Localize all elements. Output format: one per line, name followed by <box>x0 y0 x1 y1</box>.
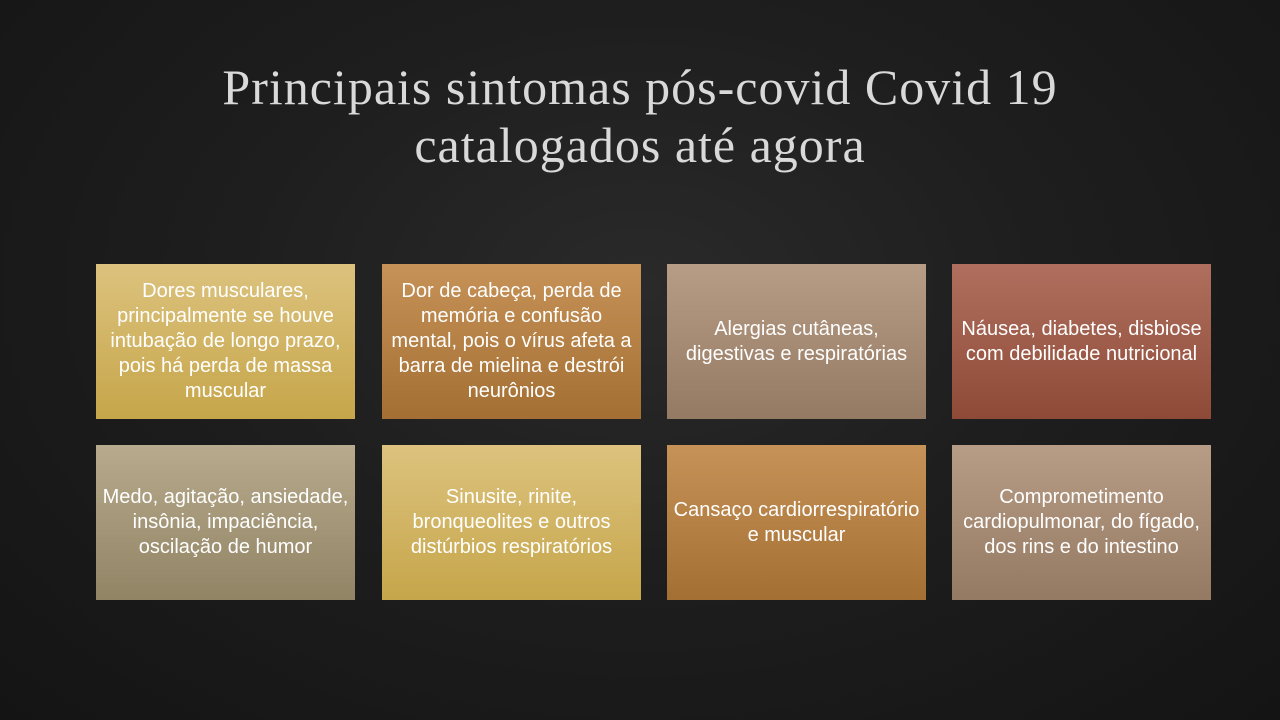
slide-title-line-2: catalogados até agora <box>414 117 866 173</box>
slide-title <box>140 58 1140 174</box>
symptom-card-text: Medo, agitação, ansiedade, insônia, impaciência, oscilação de humor <box>102 486 349 558</box>
symptom-card-text: Sinusite, rinite, bronqueolites e outros distúrbios respiratórios <box>410 486 613 558</box>
symptom-card-muscle-pain <box>96 264 355 419</box>
symptom-card-headache-memory <box>382 264 641 419</box>
symptom-card-allergies <box>667 264 926 419</box>
symptom-card-text: Náusea, diabetes, disbiose com debilidade nutricional <box>961 317 1202 365</box>
symptom-card-organ-damage <box>952 445 1211 600</box>
symptom-card-respiratory <box>382 445 641 600</box>
symptom-card-fear-anxiety <box>96 445 355 600</box>
symptom-card-nausea-diabetes <box>952 264 1211 419</box>
slide-title-line-1: Principais sintomas pós-covid Covid 19 <box>222 59 1058 115</box>
symptom-card-text: Comprometimento cardiopulmonar, do fígado, dos rins e do intestino <box>963 486 1200 558</box>
symptom-card-fatigue <box>667 445 926 600</box>
symptom-card-text: Alergias cutâneas, digestivas e respiratórias <box>685 317 908 365</box>
symptom-card-text: Dor de cabeça, perda de memória e confusão mental, pois o vírus afeta a barra de mielina e destrói neurônios <box>391 280 632 402</box>
symptom-card-text: Dores musculares, principalmente se houve intubação de longo prazo, pois há perda de massa muscular <box>110 280 341 402</box>
symptom-card-text: Cansaço cardiorrespiratório e muscular <box>673 498 920 546</box>
